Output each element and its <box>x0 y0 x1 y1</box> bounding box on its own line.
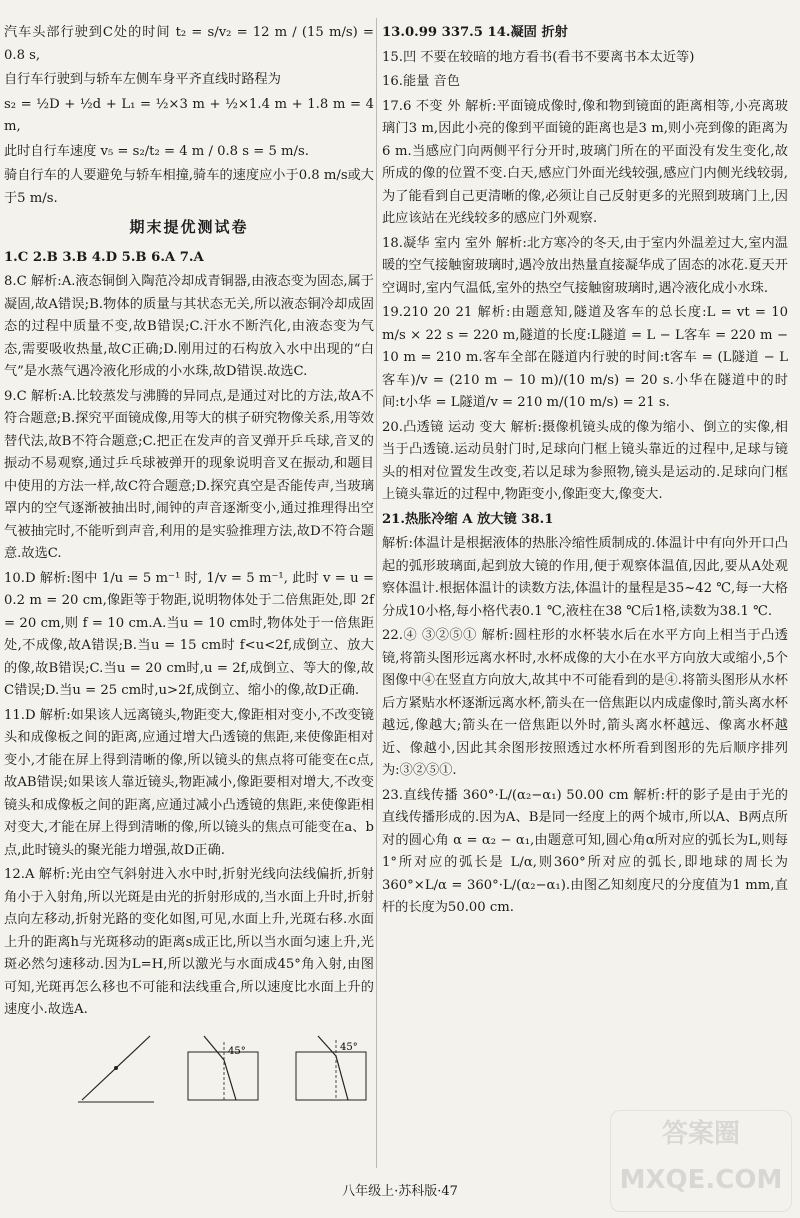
l04: 此时自行车速度 v₅ = s₂/t₂ = 4 m / 0.8 s = 5 m/s. <box>4 143 309 159</box>
q15: 15.凹 不要在较暗的地方看书(看书不要离书本太近等) <box>382 49 695 65</box>
q21-answer: 21.热胀冷缩 A 放大镜 38.1 <box>382 511 554 527</box>
q13-14: 13.0.99 337.5 14.凝固 折射 <box>382 25 568 40</box>
q22: 22.④ ③②⑤① 解析:圆柱形的水杯装水后在水平方向上相当于凸透镜,将箭头图形远离水杯时,水杯成像的大小在水平方向放大或缩小,5个图像中④在竖直方向放大,故其中不可能看到的是④.将箭头图形从水杯后方紧贴水杯逐渐远离水杯,箭头在一倍焦距以内成虚像时,箭头离水杯越远,像越大;箭头在一倍焦距以外时,箭头离水杯越远、像离水杯越近、像越小,因此其余图形按照透过水杯所看到图形的先后顺序排列为:③②⑤①. <box>382 628 788 778</box>
angle-label-2: 45° <box>340 1041 358 1053</box>
column-divider <box>376 18 377 1168</box>
page-footer: 八年级上·苏科版·47 <box>342 1184 458 1199</box>
q20: 20.凸透镜 运动 变大 解析:摄像机镜头成的像为缩小、倒立的实像,相当于凸透镜.运动员射门时,足球向门框上镜头靠近的过程中,足球与镜头的相对位置发生改变,若以足球为参照物,镜头是运动的.足球向门框上镜头靠近的过程中,物距变小,像距变大,像变大. <box>382 419 788 502</box>
figure-3 <box>292 1032 372 1104</box>
l05: 骑自行车的人要避免与轿车相撞,骑车的速度应小于0.8 m/s或大于5 m/s. <box>4 168 374 206</box>
q11: 11.D 解析:如果该人远离镜头,物距变大,像距相对变小,不改变镜头和成像板之间的距离,应通过增大凸透镜的焦距,来使像距相对变小,才能在屏上得到清晰的像,所以镜头的焦点将可能变在c点,故AB错误;如果该人靠近镜头,物距减小,像距要相对增大,不改变镜头和成像板之间的距离,应通过减小凸透镜的焦距,来使像距相对变大,才能在屏上得到清晰的像,所以镜头的焦点可能变在a、b点,此时镜头的聚光能力增强,故D正确. <box>4 707 374 858</box>
left-column <box>4 22 374 1104</box>
watermark-logo: 答案圈 MXQE.COM <box>610 1110 792 1212</box>
q10: 10.D 解析:图中 1/u = 5 m⁻¹ 时, 1/v = 5 m⁻¹, 此时 v = u = 0.2 m = 20 cm,像距等于物距,说明物体处于二倍焦距处,即 2f = 20 cm,则 f = 10 cm.A.当u = 10 cm时,物体处于一倍焦距处,不成像,故A错误;B.当u = 15 cm时 f<u<2f,成倒立、放大的像,故B错误;C.当u = 20 cm时,u = 2f,成倒立、等大的像,故C错误;D.当u = 25 cm时,u>2f,成倒立、缩小的像,故D正确. <box>4 570 374 698</box>
q17: 17.6 不变 外 解析:平面镜成像时,像和物到镜面的距离相等,小亮离玻璃门3 m,因此小亮的像到平面镜的距离也是3 m,则小亮到像的距离为6 m.当感应门向两侧平行分开时,玻璃门所在的平面没有发生变化,故所成的像的位置不变.白天,感应门外面光线较强,感应门内侧光线较弱,为了能看到自己更清晰的像,必须让自己反射更多的光照到玻璃门上,因此应该站在光线较多的感应门外观察. <box>382 98 788 226</box>
right-column <box>382 22 788 922</box>
l03: s₂ = ½D + ½d + L₁ = ½×3 m + ½×1.4 m + 1.8 m = 4 m, <box>4 96 374 134</box>
q23: 23.直线传播 360°·L/(α₂−α₁) 50.00 cm 解析:杆的影子是由于光的直线传播形成的.因为A、B是同一经度上的两个城市,所以A、B两点所对的圆心角 α = α₂ − α₁,由题意可知,圆心角α所对应的弧长为L,则每1°所对应的弧长是 L/α,则360°所对应的弧长,即地球的周长为 360°×L/α = 360°·L/(α₂−α₁).由图乙知刻度尺的分度值为1 mm,直杆的长度为50.00 cm. <box>382 787 788 915</box>
q8: 8.C 解析:A.液态铜倒入陶范冷却成青铜器,由液态变为固态,属于凝固,故A错误;B.物体的质量与其状态无关,所以液态铜冷却成固态的过程中质量不变,故B错误;C.汗水不断汽化,由液态变为气态,需要吸收热量,故C正确;D.刚用过的石构放入水中出现的“白气”是水蒸气遇冷液化形成的小水珠,故D错误.故选C. <box>4 274 374 379</box>
figure-2 <box>184 1032 264 1104</box>
refraction-figures <box>76 1032 374 1104</box>
l02: 自行车行驶到与轿车左侧车身平齐直线时路程为 <box>4 72 281 87</box>
l01: 汽车头部行驶到C处的时间 t₂ = s/v₂ = 12 m / (15 m/s) = 0.8 s, <box>4 25 374 63</box>
q16: 16.能量 音色 <box>382 74 460 89</box>
angle-label-1: 45° <box>228 1045 246 1057</box>
section-title: 期末提优测试卷 <box>129 218 249 236</box>
q12: 12.A 解析:光由空气斜射进入水中时,折射光线向法线偏折,折射角小于入射角,所以光斑是由光的折射形成的,当水面上升时,折射点向左移动,折射光路的变化如图,可见,水面上升,光斑右移.水面上升的距离h与光斑移动的距离s成正比,所以当水面匀速上升,光斑必然匀速移动.因为L=H,所以激光与水面成45°角入射,由图可知,光斑再怎么移也不可能和法线重合,所以速度比水面上升的速度小.故选A. <box>4 867 374 1017</box>
q19: 19.210 20 21 解析:由题意知,隧道及客车的总长度:L = vt = 10 m/s × 22 s = 220 m,隧道的长度:L隧道 = L − L客车 = 220 m − 10 m = 210 m.客车全部在隧道内行驶的时间:t客车 = (L隧道 − L客车)/v = (210 m − 10 m)/(10 m/s) = 20 s.小华在隧道中的时间:t小华 = L隧道/v = 210 m/(10 m/s) = 21 s. <box>382 305 788 410</box>
q9: 9.C 解析:A.比较蒸发与沸腾的异同点,是通过对比的方法,故A不符合题意;B.探究平面镜成像,用等大的棋子研究物像关系,用等效替代法,故B不符合题意;C.把正在发声的音叉弹开乒乓球,音叉的振动不易观察,通过乒乓球被弹开的现象说明音叉在振动,和题目中使用的方法一样,故C符合题意;D.探究真空是否能传声,当玻璃罩内的空气逐渐被抽出时,闹钟的声音逐渐变小,通过推理得出空气被抽完时,不能听到声音,利用的是实验推理方法,故D不符合题意.故选C. <box>4 388 374 561</box>
q18: 18.凝华 室内 室外 解析:北方寒冷的冬天,由于室内外温差过大,室内温暖的空气接触窗玻璃时,遇冷放出热量直接凝华成了固态的冰花.夏天开空调时,室内气温低,室外的热空气接触窗玻璃时,遇冷液化成小水珠. <box>382 235 788 296</box>
answers-1-7: 1.C 2.B 3.B 4.D 5.B 6.A 7.A <box>4 249 204 265</box>
q21-analysis: 解析:体温计是根据液体的热胀冷缩性质制成的.体温计中有向外开口凸起的弧形玻璃面,起到放大镜的作用,便于观察体温值,因此,要从A处观察体温计.根据体温计的读数方法,体温计的量程是35~42 ℃,每一大格分成10小格,每小格代表0.1 ℃,液柱在38 ℃后1格,读数为38.1 ℃. <box>382 536 788 619</box>
figure-1 <box>76 1032 156 1104</box>
